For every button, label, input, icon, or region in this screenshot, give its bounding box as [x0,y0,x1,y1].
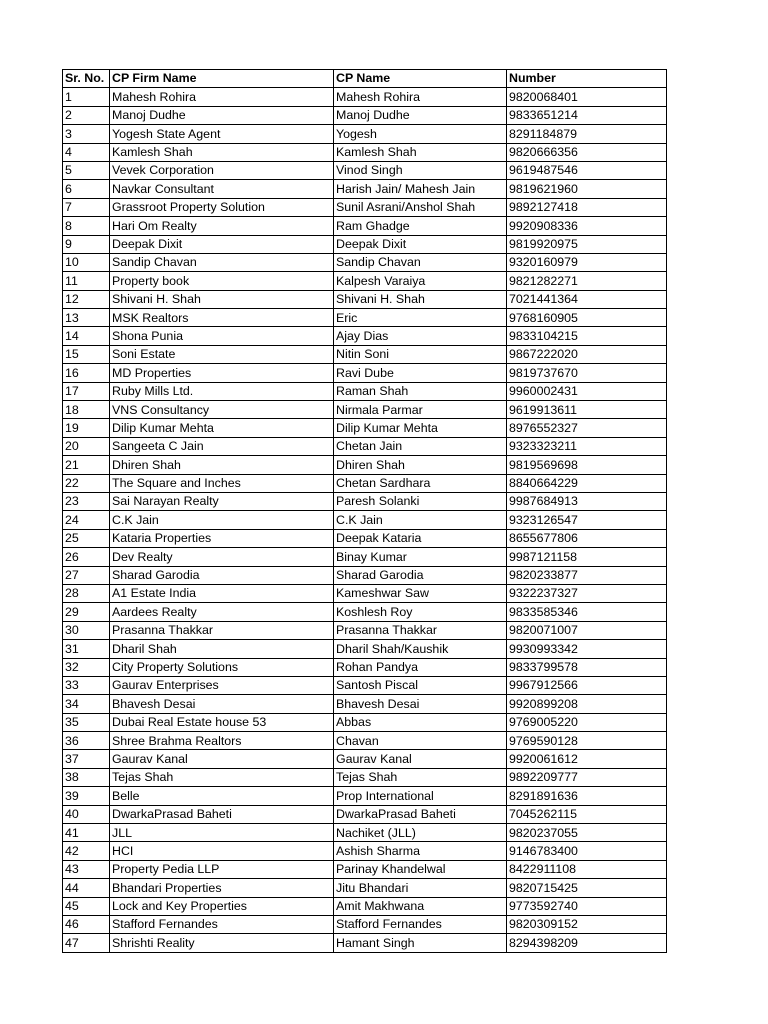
table-row [63,345,667,363]
cell-cp-firm-name: City Property Solutions [110,658,334,676]
cell-number: 9819569698 [507,456,667,474]
cell-sr-no: 21 [63,456,110,474]
cell-sr-no: 34 [63,695,110,713]
cell-cp-firm-name: Navkar Consultant [110,180,334,198]
table-row [63,180,667,198]
cell-sr-no: 43 [63,860,110,878]
table-row [63,621,667,639]
cell-number: 9773592740 [507,897,667,915]
cell-cp-firm-name: Dubai Real Estate house 53 [110,713,334,731]
cell-cp-name: Chetan Sardhara [334,474,507,492]
cell-cp-name: Dharil Shah/Kaushik [334,640,507,658]
table-row [63,787,667,805]
cell-number: 8655677806 [507,529,667,547]
header-row [63,70,667,88]
cell-cp-name: Kalpesh Varaiya [334,272,507,290]
cell-sr-no: 39 [63,787,110,805]
cell-sr-no: 13 [63,309,110,327]
cell-sr-no: 10 [63,253,110,271]
cell-sr-no: 25 [63,529,110,547]
table-row [63,511,667,529]
cell-cp-firm-name: Deepak Dixit [110,235,334,253]
cell-number: 9768160905 [507,309,667,327]
table-row [63,290,667,308]
table-row [63,437,667,455]
cell-cp-firm-name: Prasanna Thakkar [110,621,334,639]
cell-cp-name: Deepak Kataria [334,529,507,547]
cell-sr-no: 3 [63,125,110,143]
cell-number: 9323323211 [507,437,667,455]
cell-sr-no: 45 [63,897,110,915]
table-row [63,640,667,658]
cell-number: 9967912566 [507,676,667,694]
table-row [63,419,667,437]
cell-sr-no: 9 [63,235,110,253]
cell-cp-name: Yogesh [334,125,507,143]
cell-cp-name: Jitu Bhandari [334,879,507,897]
table-row [63,713,667,731]
cell-cp-firm-name: Kataria Properties [110,529,334,547]
cell-sr-no: 18 [63,401,110,419]
cell-number: 8294398209 [507,934,667,952]
cell-number: 9833651214 [507,106,667,124]
cell-number: 9820666356 [507,143,667,161]
cell-cp-name: Amit Makhwana [334,897,507,915]
cell-number: 8840664229 [507,474,667,492]
cell-cp-name: Prasanna Thakkar [334,621,507,639]
table-row [63,768,667,786]
cell-sr-no: 8 [63,217,110,235]
table-row [63,161,667,179]
cell-cp-firm-name: Yogesh State Agent [110,125,334,143]
cell-cp-firm-name: Dhiren Shah [110,456,334,474]
cell-sr-no: 42 [63,842,110,860]
cell-cp-firm-name: A1 Estate India [110,584,334,602]
cell-sr-no: 41 [63,824,110,842]
cell-number: 9819737670 [507,364,667,382]
cell-number: 9833585346 [507,603,667,621]
cell-cp-name: Nachiket (JLL) [334,824,507,842]
cell-cp-name: Sharad Garodia [334,566,507,584]
cell-cp-name: Gaurav Kanal [334,750,507,768]
cell-sr-no: 15 [63,345,110,363]
cell-sr-no: 24 [63,511,110,529]
cell-cp-name: Kameshwar Saw [334,584,507,602]
cell-cp-firm-name: Property book [110,272,334,290]
cell-cp-firm-name: Soni Estate [110,345,334,363]
cell-cp-firm-name: Shivani H. Shah [110,290,334,308]
header-cp-firm-name: CP Firm Name [110,70,334,88]
cell-cp-firm-name: Hari Om Realty [110,217,334,235]
cell-sr-no: 38 [63,768,110,786]
cell-cp-name: DwarkaPrasad Baheti [334,805,507,823]
table-row [63,217,667,235]
cell-sr-no: 2 [63,106,110,124]
cell-cp-name: C.K Jain [334,511,507,529]
table-row [63,401,667,419]
cell-cp-firm-name: Sandip Chavan [110,253,334,271]
table-row [63,272,667,290]
header-sr-no: Sr. No. [63,70,110,88]
cell-cp-firm-name: VNS Consultancy [110,401,334,419]
cell-cp-firm-name: Kamlesh Shah [110,143,334,161]
cell-cp-name: Nitin Soni [334,345,507,363]
table-row [63,548,667,566]
table-row [63,676,667,694]
cell-cp-firm-name: Vevek Corporation [110,161,334,179]
cell-cp-firm-name: Mahesh Rohira [110,88,334,106]
cell-number: 9820071007 [507,621,667,639]
cell-cp-firm-name: Gaurav Kanal [110,750,334,768]
cell-sr-no: 47 [63,934,110,952]
cell-cp-name: Kamlesh Shah [334,143,507,161]
cell-cp-firm-name: Manoj Dudhe [110,106,334,124]
cell-cp-firm-name: Dev Realty [110,548,334,566]
cell-cp-name: Raman Shah [334,382,507,400]
cell-number: 9320160979 [507,253,667,271]
cell-sr-no: 26 [63,548,110,566]
table-row [63,566,667,584]
table-row [63,824,667,842]
cell-sr-no: 19 [63,419,110,437]
cell-cp-name: Ravi Dube [334,364,507,382]
table-row [63,143,667,161]
cell-cp-firm-name: Gaurav Enterprises [110,676,334,694]
cell-cp-firm-name: Sangeeta C Jain [110,437,334,455]
table-row [63,106,667,124]
cell-cp-firm-name: HCI [110,842,334,860]
table-row [63,805,667,823]
cell-sr-no: 12 [63,290,110,308]
table-row [63,456,667,474]
cell-sr-no: 16 [63,364,110,382]
cell-cp-name: Chavan [334,732,507,750]
table-row [63,529,667,547]
header-number: Number [507,70,667,88]
table-row [63,198,667,216]
cell-cp-name: Eric [334,309,507,327]
cell-number: 9821282271 [507,272,667,290]
cell-cp-firm-name: Dilip Kumar Mehta [110,419,334,437]
table-row [63,915,667,933]
table-row [63,492,667,510]
cell-sr-no: 4 [63,143,110,161]
cell-number: 9920899208 [507,695,667,713]
cell-cp-firm-name: Bhandari Properties [110,879,334,897]
cell-number: 9892209777 [507,768,667,786]
header-cp-name: CP Name [334,70,507,88]
cell-cp-name: Koshlesh Roy [334,603,507,621]
cell-cp-firm-name: C.K Jain [110,511,334,529]
cell-number: 9820233877 [507,566,667,584]
table-row [63,309,667,327]
cell-number: 9323126547 [507,511,667,529]
cell-cp-name: Nirmala Parmar [334,401,507,419]
cell-number: 8291891636 [507,787,667,805]
cell-number: 9987684913 [507,492,667,510]
cell-cp-name: Mahesh Rohira [334,88,507,106]
table-row [63,897,667,915]
cell-number: 9987121158 [507,548,667,566]
cell-sr-no: 31 [63,640,110,658]
cell-sr-no: 7 [63,198,110,216]
cell-sr-no: 44 [63,879,110,897]
cell-number: 8976552327 [507,419,667,437]
cell-cp-firm-name: MD Properties [110,364,334,382]
cell-number: 9820237055 [507,824,667,842]
cell-cp-firm-name: Tejas Shah [110,768,334,786]
cell-cp-firm-name: Dharil Shah [110,640,334,658]
cell-cp-firm-name: Stafford Fernandes [110,915,334,933]
cell-sr-no: 29 [63,603,110,621]
cell-cp-name: Paresh Solanki [334,492,507,510]
cell-cp-firm-name: Shree Brahma Realtors [110,732,334,750]
cell-number: 9920908336 [507,217,667,235]
cell-number: 9820309152 [507,915,667,933]
cell-sr-no: 33 [63,676,110,694]
cell-number: 7021441364 [507,290,667,308]
cell-cp-firm-name: Belle [110,787,334,805]
cell-sr-no: 37 [63,750,110,768]
cell-sr-no: 35 [63,713,110,731]
table-row [63,842,667,860]
cell-cp-name: Dilip Kumar Mehta [334,419,507,437]
table-body [63,88,667,952]
cell-number: 9833799578 [507,658,667,676]
cell-number: 8422911108 [507,860,667,878]
cell-cp-firm-name: The Square and Inches [110,474,334,492]
cell-sr-no: 46 [63,915,110,933]
cell-number: 9619487546 [507,161,667,179]
cell-cp-name: Ajay Dias [334,327,507,345]
table-row [63,235,667,253]
cell-cp-firm-name: Aardees Realty [110,603,334,621]
cell-cp-firm-name: MSK Realtors [110,309,334,327]
cell-number: 9820068401 [507,88,667,106]
cell-number: 9833104215 [507,327,667,345]
cell-number: 9819920975 [507,235,667,253]
table-row [63,750,667,768]
cell-sr-no: 20 [63,437,110,455]
cell-cp-name: Ashish Sharma [334,842,507,860]
table-row [63,364,667,382]
cell-cp-name: Binay Kumar [334,548,507,566]
table-row [63,934,667,952]
cell-cp-name: Manoj Dudhe [334,106,507,124]
table-row [63,879,667,897]
cell-sr-no: 22 [63,474,110,492]
cell-sr-no: 14 [63,327,110,345]
cell-number: 9960002431 [507,382,667,400]
cell-cp-name: Sunil Asrani/Anshol Shah [334,198,507,216]
cell-sr-no: 28 [63,584,110,602]
cell-cp-name: Hamant Singh [334,934,507,952]
cell-number: 9146783400 [507,842,667,860]
cell-number: 9819621960 [507,180,667,198]
cell-cp-name: Dhiren Shah [334,456,507,474]
cell-cp-firm-name: Property Pedia LLP [110,860,334,878]
cell-cp-name: Chetan Jain [334,437,507,455]
cell-number: 9920061612 [507,750,667,768]
cell-sr-no: 23 [63,492,110,510]
cell-cp-name: Tejas Shah [334,768,507,786]
table-row [63,382,667,400]
cell-sr-no: 6 [63,180,110,198]
cell-cp-name: Vinod Singh [334,161,507,179]
cell-cp-name: Sandip Chavan [334,253,507,271]
cell-number: 8291184879 [507,125,667,143]
cell-cp-firm-name: Grassroot Property Solution [110,198,334,216]
table-row [63,860,667,878]
cell-sr-no: 17 [63,382,110,400]
table-row [63,658,667,676]
table-row [63,125,667,143]
cell-cp-name: Harish Jain/ Mahesh Jain [334,180,507,198]
cell-cp-firm-name: DwarkaPrasad Baheti [110,805,334,823]
cp-contact-table [62,69,667,953]
cell-cp-firm-name: JLL [110,824,334,842]
cell-sr-no: 36 [63,732,110,750]
cell-cp-name: Santosh Piscal [334,676,507,694]
cell-cp-name: Stafford Fernandes [334,915,507,933]
cell-cp-firm-name: Sharad Garodia [110,566,334,584]
cell-number: 9769590128 [507,732,667,750]
cell-cp-name: Ram Ghadge [334,217,507,235]
table-row [63,695,667,713]
cell-cp-firm-name: Lock and Key Properties [110,897,334,915]
cell-number: 9820715425 [507,879,667,897]
table-row [63,327,667,345]
cell-number: 9322237327 [507,584,667,602]
cell-sr-no: 30 [63,621,110,639]
cell-number: 9769005220 [507,713,667,731]
cell-number: 9930993342 [507,640,667,658]
cell-number: 7045262115 [507,805,667,823]
cell-cp-name: Parinay Khandelwal [334,860,507,878]
cell-cp-name: Prop International [334,787,507,805]
cell-sr-no: 1 [63,88,110,106]
cell-sr-no: 32 [63,658,110,676]
cell-number: 9619913611 [507,401,667,419]
cell-cp-name: Shivani H. Shah [334,290,507,308]
cell-cp-name: Abbas [334,713,507,731]
cell-cp-firm-name: Shona Punia [110,327,334,345]
cell-sr-no: 5 [63,161,110,179]
table-row [63,732,667,750]
cell-cp-firm-name: Bhavesh Desai [110,695,334,713]
table-row [63,88,667,106]
cell-cp-name: Bhavesh Desai [334,695,507,713]
cell-sr-no: 27 [63,566,110,584]
cell-number: 9867222020 [507,345,667,363]
table-row [63,603,667,621]
cell-cp-firm-name: Ruby Mills Ltd. [110,382,334,400]
table-row [63,474,667,492]
table-row [63,253,667,271]
cell-cp-firm-name: Shrishti Reality [110,934,334,952]
cell-number: 9892127418 [507,198,667,216]
cell-sr-no: 11 [63,272,110,290]
cell-cp-name: Rohan Pandya [334,658,507,676]
table-row [63,584,667,602]
cell-cp-name: Deepak Dixit [334,235,507,253]
cell-sr-no: 40 [63,805,110,823]
cell-cp-firm-name: Sai Narayan Realty [110,492,334,510]
